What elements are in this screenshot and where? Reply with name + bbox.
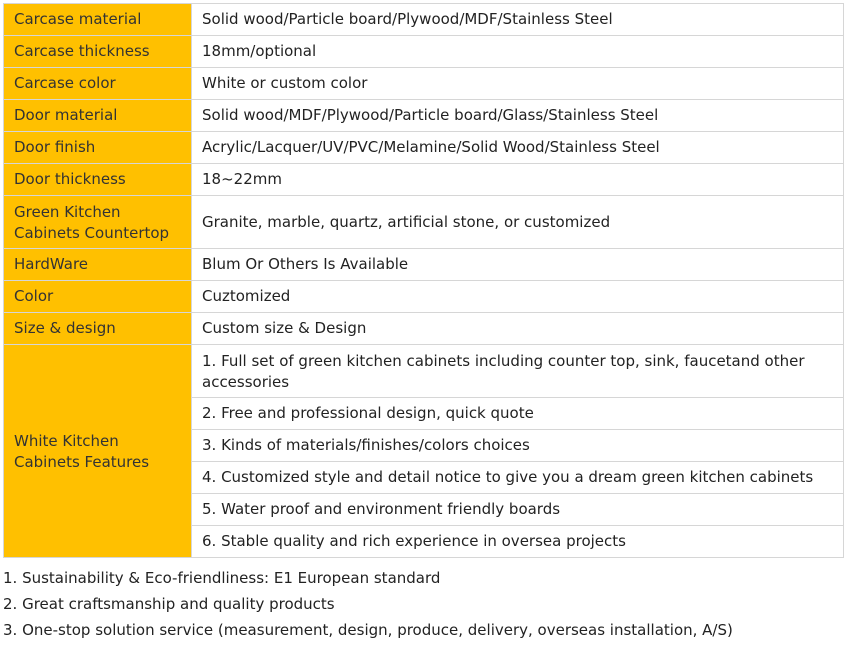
spec-label: Carcase thickness	[4, 36, 192, 68]
spec-value: 18~22mm	[192, 164, 844, 196]
spec-table	[3, 3, 844, 558]
feature-item: 6. Stable quality and rich experience in oversea projects	[192, 526, 844, 558]
feature-item: 3. Kinds of materials/finishes/colors choices	[192, 430, 844, 462]
spec-row-size-design	[4, 313, 844, 345]
feature-item: 1. Full set of green kitchen cabinets including counter top, sink, faucetand other accessories	[192, 345, 844, 398]
note-item: 1. Sustainability & Eco-friendliness: E1 European standard	[3, 569, 441, 587]
notes-list	[3, 565, 844, 643]
spec-value: White or custom color	[192, 68, 844, 100]
spec-label: Door material	[4, 100, 192, 132]
feature-item: 2. Free and professional design, quick quote	[192, 398, 844, 430]
spec-row-color	[4, 281, 844, 313]
spec-row-carcase-material	[4, 4, 844, 36]
spec-row-countertop	[4, 196, 844, 249]
feature-row-1	[4, 345, 844, 398]
feature-item: 4. Customized style and detail notice to give you a dream green kitchen cabinets	[192, 462, 844, 494]
spec-row-door-material	[4, 100, 844, 132]
spec-row-carcase-color	[4, 68, 844, 100]
spec-value: Acrylic/Lacquer/UV/PVC/Melamine/Solid Wood/Stainless Steel	[192, 132, 844, 164]
spec-row-carcase-thickness	[4, 36, 844, 68]
spec-label: Door finish	[4, 132, 192, 164]
note-item: 2. Great craftsmanship and quality products	[3, 595, 335, 613]
spec-label: Color	[4, 281, 192, 313]
spec-value: Solid wood/Particle board/Plywood/MDF/Stainless Steel	[192, 4, 844, 36]
spec-label: Green Kitchen Cabinets Countertop	[4, 196, 192, 249]
spec-value: Granite, marble, quartz, artificial stone, or customized	[192, 196, 844, 249]
spec-value: Cuztomized	[192, 281, 844, 313]
features-label: White Kitchen Cabinets Features	[4, 345, 192, 558]
spec-value: Blum Or Others Is Available	[192, 249, 844, 281]
feature-item: 5. Water proof and environment friendly boards	[192, 494, 844, 526]
spec-label: Carcase material	[4, 4, 192, 36]
note-item: 3. One-stop solution service (measurement, design, produce, delivery, overseas installation, A/S)	[3, 621, 733, 639]
spec-value: 18mm/optional	[192, 36, 844, 68]
spec-value: Custom size & Design	[192, 313, 844, 345]
spec-label: HardWare	[4, 249, 192, 281]
spec-row-door-thickness	[4, 164, 844, 196]
spec-value: Solid wood/MDF/Plywood/Particle board/Glass/Stainless Steel	[192, 100, 844, 132]
spec-label: Door thickness	[4, 164, 192, 196]
spec-label: Size & design	[4, 313, 192, 345]
spec-row-hardware	[4, 249, 844, 281]
spec-label: Carcase color	[4, 68, 192, 100]
spec-row-door-finish	[4, 132, 844, 164]
